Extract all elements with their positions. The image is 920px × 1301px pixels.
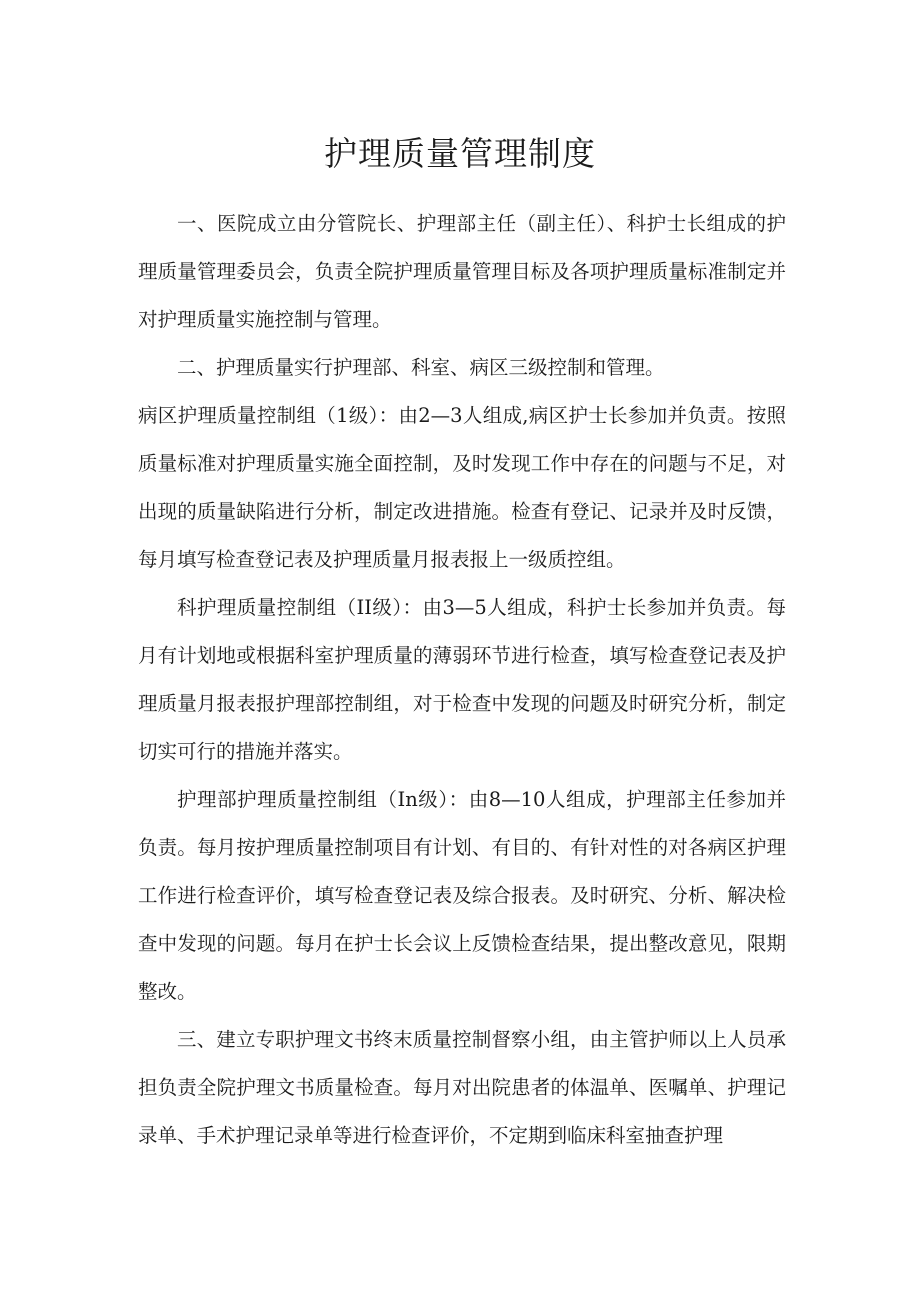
paragraph-6: 三、建立专职护理文书终末质量控制督察小组，由主管护师以上人员承担负责全院护理文书质量检查。每月对出院患者的体温单、医嘱单、护理记录单、手术护理记录单等进行检查评价，不定期到临床科室抽查护理 <box>138 1028 786 1147</box>
paragraph-4: 科护理质量控制组（II级）：由3—5人组成，科护士长参加并负责。每月有计划地或根据科室护理质量的薄弱环节进行检查，填写检查登记表及护理质量月报表报护理部控制组，对于检查中发现的问题及时研究分析，制定切实可行的措施并落实。 <box>138 596 786 763</box>
paragraph-1: 一、医院成立由分管院长、护理部主任（副主任）、科护士长组成的护理质量管理委员会，负责全院护理质量管理目标及各项护理质量标准制定并对护理质量实施控制与管理。 <box>138 212 786 331</box>
paragraph-2: 二、护理质量实行护理部、科室、病区三级控制和管理。 <box>177 356 665 379</box>
paragraph-5: 护理部护理质量控制组（In级）：由8—10人组成，护理部主任参加并负责。每月按护理质量控制项目有计划、有目的、有针对性的对各病区护理工作进行检查评价，填写检查登记表及综合报表。及时研究、分析、解决检查中发现的问题。每月在护士长会议上反馈检查结果，提出整改意见，限期整改。 <box>138 788 786 1003</box>
paragraph-3: 病区护理质量控制组（1级）：由2—3人组成,病区护士长参加并负责。按照质量标准对护理质量实施全面控制，及时发现工作中存在的问题与不足，对出现的质量缺陷进行分析，制定改进措施。检查有登记、记录并及时反馈，每月填写检查登记表及护理质量月报表报上一级质控组。 <box>138 404 786 571</box>
document-body <box>138 200 786 1160</box>
document-title: 护理质量管理制度 <box>324 134 596 174</box>
